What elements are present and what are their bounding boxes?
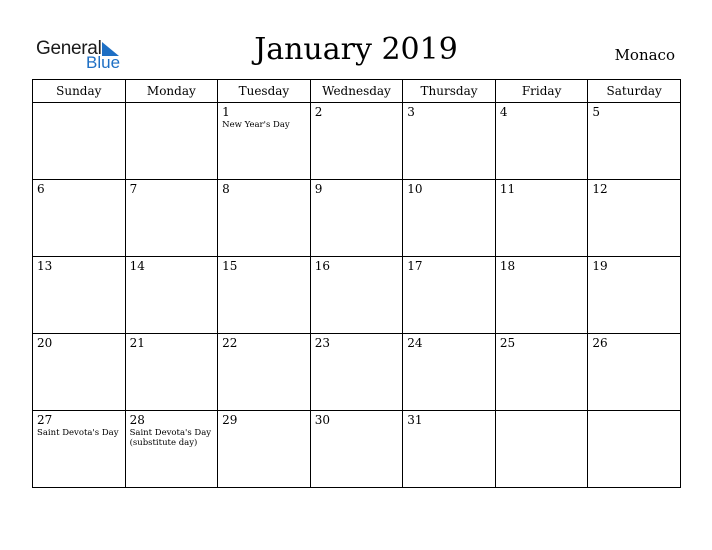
day-number: 26 — [592, 336, 608, 350]
day-number: 17 — [407, 259, 423, 273]
country-label: Monaco — [614, 46, 675, 64]
day-cell — [310, 257, 403, 334]
weekday-header: Wednesday — [310, 80, 403, 103]
day-cell — [495, 257, 588, 334]
day-cell — [125, 334, 218, 411]
day-number: 12 — [592, 182, 608, 196]
logo-text-blue: Blue — [86, 53, 121, 72]
day-number: 2 — [314, 105, 323, 119]
day-cell — [33, 180, 126, 257]
day-number: 28 — [129, 413, 145, 427]
day-number: 13 — [37, 259, 53, 273]
day-number: 23 — [314, 336, 330, 350]
day-number: 3 — [407, 105, 415, 119]
day-cell — [495, 411, 588, 488]
day-cell — [403, 180, 496, 257]
day-number: 15 — [222, 259, 238, 273]
day-cell — [218, 411, 311, 488]
day-cell — [310, 103, 403, 180]
weekday-header-row — [33, 80, 681, 103]
day-cell — [495, 334, 588, 411]
day-cell — [310, 334, 403, 411]
day-cell — [33, 257, 126, 334]
day-cell — [588, 103, 681, 180]
day-number: 25 — [499, 336, 516, 350]
day-cell — [495, 103, 588, 180]
day-number: 18 — [499, 259, 516, 273]
weekday-header: Monday — [125, 80, 218, 103]
day-number: 16 — [314, 259, 330, 273]
day-cell — [403, 103, 496, 180]
day-cell — [218, 103, 311, 180]
day-number: 29 — [222, 413, 238, 427]
day-cell — [403, 334, 496, 411]
day-number: 5 — [592, 105, 601, 119]
day-cell — [310, 411, 403, 488]
day-number: 10 — [407, 182, 423, 196]
day-number: 27 — [37, 413, 53, 427]
day-cell — [218, 334, 311, 411]
day-cell — [310, 180, 403, 257]
day-number: 20 — [37, 336, 53, 350]
day-number: 21 — [129, 336, 145, 350]
weekday-header: Sunday — [33, 80, 126, 103]
day-cell — [125, 103, 218, 180]
page-title: January 2019 — [254, 32, 458, 67]
day-number: 24 — [407, 336, 423, 350]
weekday-header: Saturday — [588, 80, 681, 103]
day-cell — [403, 411, 496, 488]
calendar-week-row — [33, 334, 681, 411]
day-number: 9 — [314, 182, 323, 196]
day-number: 4 — [499, 105, 508, 119]
weekday-header: Tuesday — [218, 80, 311, 103]
day-cell — [33, 334, 126, 411]
day-cell — [218, 180, 311, 257]
day-cell — [125, 257, 218, 334]
day-cell — [218, 257, 311, 334]
day-number: 30 — [314, 413, 330, 427]
day-cell — [33, 103, 126, 180]
day-number: 31 — [407, 413, 423, 427]
day-cell — [403, 257, 496, 334]
day-number: 14 — [129, 259, 145, 273]
weekday-header: Thursday — [403, 80, 496, 103]
day-number: 1 — [222, 105, 230, 119]
holiday-label: New Year's Day — [222, 120, 290, 130]
day-cell — [588, 257, 681, 334]
logo-text-general: General — [36, 38, 102, 59]
holiday-label: Saint Devota's Day — [37, 428, 119, 438]
day-cell — [588, 180, 681, 257]
calendar-week-row — [33, 411, 681, 488]
day-number: 6 — [37, 182, 45, 196]
day-number: 7 — [129, 182, 138, 196]
day-number: 8 — [222, 182, 230, 196]
day-cell — [125, 180, 218, 257]
day-cell — [588, 411, 681, 488]
day-cell — [495, 180, 588, 257]
weekday-header: Friday — [495, 80, 588, 103]
day-cell — [33, 411, 126, 488]
day-number: 22 — [222, 336, 238, 350]
day-cell — [588, 334, 681, 411]
calendar-week-row — [33, 180, 681, 257]
holiday-label: Saint Devota's Day (substitute day) — [129, 428, 212, 448]
calendar-week-row — [33, 257, 681, 334]
calendar-week-row — [33, 103, 681, 180]
day-number: 11 — [499, 182, 516, 196]
day-number: 19 — [592, 259, 608, 273]
day-cell — [125, 411, 218, 488]
calendar-grid — [32, 79, 681, 488]
